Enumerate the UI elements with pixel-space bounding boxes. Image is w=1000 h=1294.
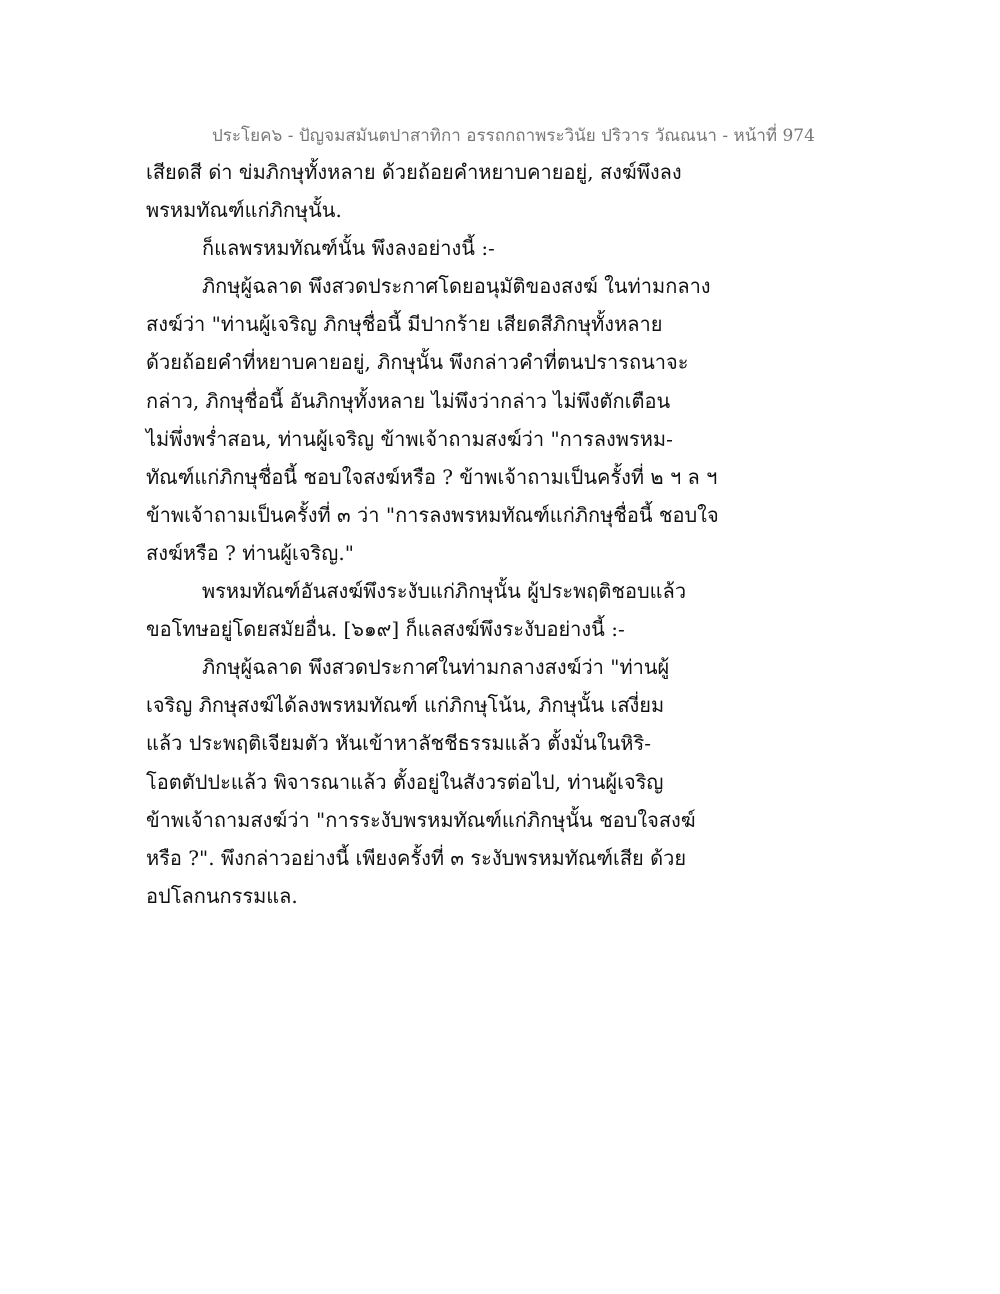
paragraph-start-line: ภิกษุผู้ฉลาด พึงสวดประกาศในท่ามกลางสงฆ์ว่า "ท่านผู้ (202, 655, 670, 680)
text-line: เสียดสี ด่า ข่มภิกษุทั้งหลาย ด้วยถ้อยคำหยาบคายอยู่, สงฆ์พึงลง (146, 160, 682, 184)
text-line: ไม่พึ่งพร่ำสอน, ท่านผู้เจริญ ข้าพเจ้าถามสงฆ์ว่า "การลงพรหม- (146, 426, 673, 451)
text-line: ข้าพเจ้าถามเป็นครั้งที่ ๓ ว่า "การลงพรหมทัณฑ์แก่ภิกษุชื่อนี้ ชอบใจ (146, 502, 719, 527)
text-line: หรือ ?". พึงกล่าวอย่างนี้ เพียงครั้งที่ ๓ ระงับพรหมทัณฑ์เสีย ด้วย (146, 845, 687, 870)
text-line: สงฆ์หรือ ? ท่านผู้เจริญ." (146, 540, 354, 565)
text-line: กล่าว, ภิกษุชื่อนี้ อันภิกษุทั้งหลาย ไม่พึงว่ากล่าว ไม่พึงตักเตือน (146, 388, 671, 413)
text-line: ขอโทษอยู่โดยสมัยอื่น. [๖๑๙] ก็แลสงฆ์พึงระงับอย่างนี้ :- (146, 617, 625, 642)
text-line: ข้าพเจ้าถามสงฆ์ว่า "การระงับพรหมทัณฑ์แก่ภิกษุนั้น ชอบใจสงฆ์ (146, 807, 696, 832)
text-line: พรหมทัณฑ์แก่ภิกษุนั้น. (146, 198, 342, 223)
text-line: ทัณฑ์แก่ภิกษุชื่อนี้ ชอบใจสงฆ์หรือ ? ข้าพเจ้าถามเป็นครั้งที่ ๒ ฯ ล ฯ (146, 464, 718, 489)
text-line: แล้ว ประพฤติเจียมตัว หันเข้าหาลัชชีธรรมแล้ว ตั้งมั่นในหิริ- (146, 731, 651, 756)
paragraph-start-line: ก็แลพรหมทัณฑ์นั้น พึงลงอย่างนี้ :- (202, 236, 495, 261)
text-line: สงฆ์ว่า "ท่านผู้เจริญ ภิกษุชื่อนี้ มีปากร้าย เสียดสีภิกษุทั้งหลาย (146, 312, 663, 337)
body-text (146, 153, 846, 915)
running-header: ประโยค๖ - ปัญจมสมันตปาสาทิกา อรรถกถาพระวินัย ปริวาร วัณณนา - หน้าที่ 974 (212, 126, 815, 146)
paragraph-start-line: ภิกษุผู้ฉลาด พึงสวดประกาศโดยอนุมัติของสงฆ์ ในท่ามกลาง (202, 274, 711, 299)
text-line: อปโลกนกรรมแล. (146, 883, 298, 908)
paragraph-start-line: พรหมทัณฑ์อันสงฆ์พึงระงับแก่ภิกษุนั้น ผู้ประพฤติชอบแล้ว (202, 579, 687, 604)
text-line: เจริญ ภิกษุสงฆ์ได้ลงพรหมทัณฑ์ แก่ภิกษุโน้น, ภิกษุนั้น เสงี่ยม (146, 693, 665, 718)
text-line: โอตตัปปะแล้ว พิจารณาแล้ว ตั้งอยู่ในสังวรต่อไป, ท่านผู้เจริญ (146, 769, 664, 794)
text-line: ด้วยถ้อยคำที่หยาบคายอยู่, ภิกษุนั้น พึงกล่าวคำที่ตนปรารถนาจะ (146, 350, 689, 375)
